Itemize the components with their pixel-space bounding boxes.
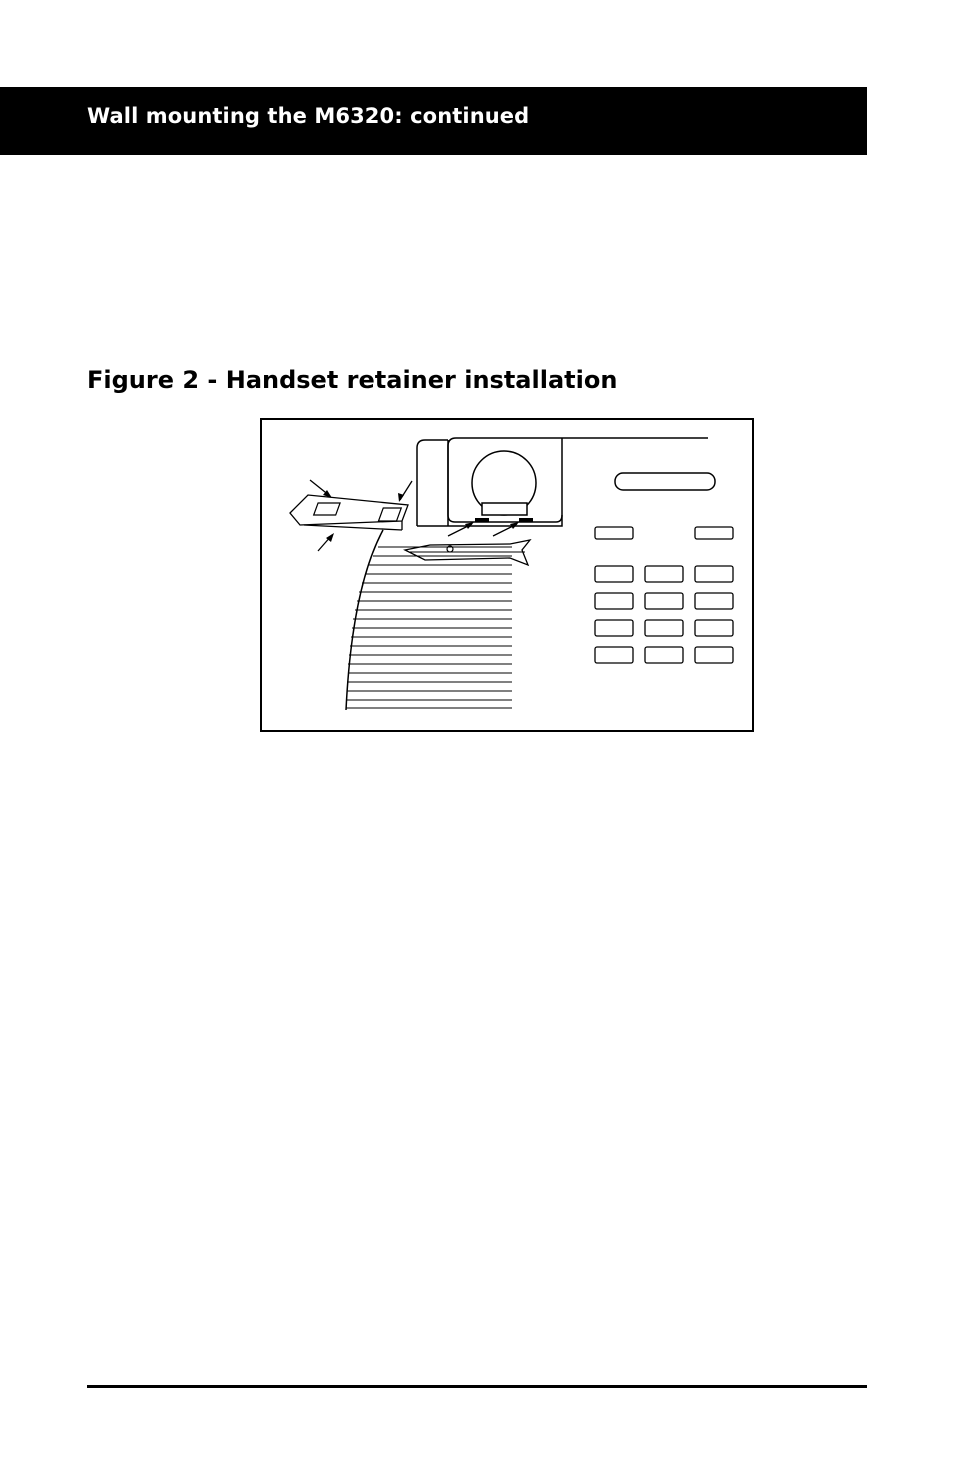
feature-key-right xyxy=(695,527,733,539)
retainer-slot-right xyxy=(519,518,533,522)
figure-handset-retainer xyxy=(260,418,754,732)
display-window xyxy=(615,473,715,490)
retainer-slot-left xyxy=(475,518,489,522)
retainer-detached xyxy=(290,495,408,530)
keypad xyxy=(595,566,733,663)
telephone-illustration xyxy=(260,418,754,732)
figure-frame xyxy=(261,419,753,731)
feature-key-left xyxy=(595,527,633,539)
footer-rule xyxy=(87,1385,867,1388)
figure-caption: Figure 2 - Handset retainer installation xyxy=(87,366,618,394)
section-header-title: Wall mounting the M6320: continued xyxy=(87,104,530,128)
hook-tab xyxy=(482,503,527,515)
cradle-left-wall xyxy=(417,440,448,526)
